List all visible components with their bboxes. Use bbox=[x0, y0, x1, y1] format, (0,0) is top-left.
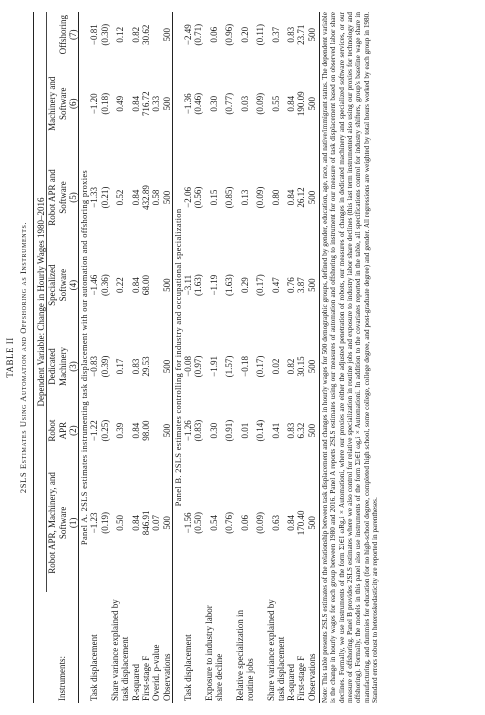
table-cell: 846.91 bbox=[140, 510, 151, 536]
table-cell: 500 bbox=[306, 97, 317, 111]
table-cell: (0.09) bbox=[255, 512, 266, 534]
table-cell: −0.18 bbox=[239, 356, 250, 377]
table-cell: 0.84 bbox=[130, 277, 141, 293]
table-cell: 6.32 bbox=[296, 422, 307, 439]
table-cell: 0.37 bbox=[270, 26, 281, 43]
row-label: Task displacement bbox=[183, 634, 194, 701]
column-header: Robot APR, Machinery, and Software (1) bbox=[47, 472, 78, 574]
table-cell: (0.76) bbox=[224, 512, 235, 534]
table-cell: 23.71 bbox=[296, 24, 307, 45]
table-cell: 0.47 bbox=[270, 277, 281, 293]
table-cell: −2.49 bbox=[183, 24, 194, 46]
table-cell bbox=[151, 245, 161, 326]
row-label bbox=[224, 592, 234, 703]
table-cell bbox=[151, 12, 161, 57]
table-cell: 0.84 bbox=[286, 95, 297, 112]
table-cell: 0.63 bbox=[270, 515, 281, 531]
table-cell: −1.22 bbox=[89, 420, 100, 442]
panel-a-title: Panel A. 2SLS estimates instrumenting task displacement with our automation and offshoring proxies bbox=[79, 169, 90, 546]
table-cell: 500 bbox=[161, 278, 172, 292]
table-cell: 0.82 bbox=[130, 26, 141, 43]
table-cell: 0.39 bbox=[115, 422, 126, 439]
table-cell: 0.84 bbox=[130, 515, 141, 531]
table-cell: (0.71) bbox=[193, 23, 204, 46]
table-cell: 0.29 bbox=[239, 277, 250, 293]
table-cell: (1.63) bbox=[193, 274, 204, 296]
row-label: Overid. p-value bbox=[151, 644, 162, 701]
table-cell: (0.85) bbox=[224, 186, 235, 209]
table-cell: −3.11 bbox=[183, 274, 194, 296]
table-cell: (0.30) bbox=[99, 23, 110, 46]
table-row bbox=[204, 12, 225, 703]
table-cell: (0.50) bbox=[193, 512, 204, 534]
table-cell: 0.55 bbox=[270, 95, 281, 112]
table-cell: 30.15 bbox=[296, 356, 307, 377]
table-cell: (0.46) bbox=[193, 92, 204, 115]
instruments-label: Instruments: bbox=[57, 656, 68, 701]
column-header: Machinery and Software (6) bbox=[47, 76, 78, 131]
column-header: Specialized Software (4) bbox=[47, 264, 78, 306]
table-cell: 0.12 bbox=[115, 26, 126, 43]
table-cell: 0.83 bbox=[130, 358, 141, 375]
row-label: First-stage F bbox=[296, 655, 307, 701]
table-row bbox=[286, 12, 296, 703]
table-row bbox=[131, 12, 141, 703]
row-label: Share variance explained by task displacement bbox=[110, 599, 131, 701]
table-cell: 0.84 bbox=[130, 422, 141, 439]
table-cell: 0.13 bbox=[239, 189, 250, 206]
table-cell: 0.52 bbox=[115, 189, 126, 206]
table-cell: 0.33 bbox=[151, 95, 162, 112]
table-cell: 0.30 bbox=[208, 422, 219, 439]
table-cell: 0.84 bbox=[286, 515, 297, 531]
table-cell: (0.56) bbox=[193, 186, 204, 209]
row-label bbox=[193, 592, 203, 703]
table-cell: 500 bbox=[306, 516, 317, 530]
table-cell: (0.19) bbox=[99, 512, 110, 534]
table-cell: 500 bbox=[161, 359, 172, 374]
table-cell bbox=[151, 407, 161, 453]
table-row bbox=[89, 12, 99, 703]
results-table bbox=[33, 12, 317, 703]
table-cell: (0.96) bbox=[224, 23, 235, 46]
table-cell: −1.33 bbox=[89, 187, 100, 208]
table-cell: 500 bbox=[161, 97, 172, 111]
table-cell: 0.03 bbox=[239, 95, 250, 112]
table-cell: 0.17 bbox=[115, 358, 126, 375]
table-cell: −1.36 bbox=[183, 93, 194, 115]
column-header: Dedicated Machinery (3) bbox=[47, 346, 78, 386]
table-cell: 0.76 bbox=[286, 277, 297, 293]
table-row bbox=[235, 12, 256, 703]
column-header: Robot APR and Software (5) bbox=[47, 169, 78, 226]
table-row bbox=[296, 12, 306, 703]
table-cell: 0.01 bbox=[239, 422, 250, 439]
table-row bbox=[141, 12, 151, 703]
table-cell: 0.54 bbox=[208, 515, 219, 531]
column-header-row bbox=[47, 12, 79, 703]
column-header: Robot APR (2) bbox=[47, 419, 78, 442]
table-title: TABLE II bbox=[5, 337, 15, 378]
table-cell: 0.84 bbox=[130, 189, 141, 206]
row-label: R-squared bbox=[286, 664, 297, 701]
table-cell: (0.36) bbox=[99, 274, 110, 296]
table-cell: 0.22 bbox=[115, 277, 126, 293]
table-cell: 500 bbox=[161, 190, 172, 205]
table-cell: 0.84 bbox=[130, 95, 141, 112]
table-cell: (0.14) bbox=[255, 419, 266, 442]
table-cell: −0.83 bbox=[89, 356, 100, 377]
table-cell: (0.25) bbox=[99, 419, 110, 442]
table-cell: −1.20 bbox=[89, 93, 100, 115]
table-cell: 0.82 bbox=[286, 358, 297, 375]
table-cell: −1.19 bbox=[208, 274, 219, 296]
table-cell: 0.06 bbox=[239, 515, 250, 531]
table-cell: (0.17) bbox=[255, 355, 266, 378]
table-cell: 0.84 bbox=[286, 189, 297, 206]
table-cell: −2.06 bbox=[183, 187, 194, 208]
table-cell: 500 bbox=[306, 190, 317, 205]
table-row bbox=[110, 12, 131, 703]
table-cell: −1.56 bbox=[183, 512, 194, 534]
table-cell: (0.97) bbox=[193, 355, 204, 378]
table-cell: 0.58 bbox=[151, 189, 162, 206]
table-cell: 68.00 bbox=[140, 274, 151, 296]
table-cell: 500 bbox=[306, 278, 317, 292]
table-note: Note: This table presents 2SLS estimates of the relationship between task displacement and changes in hourly wages for 500 demographic groups, defined by gender, education, age, race, and native/immigrant status. The dependent variable is the change in hourly wages for each group between 1980 and 2016. Panel A reports 2SLS estimates using our measures of automation and offshoring to instrument for our measure of task displacement based on observed labor share declines. Formally, we use instruments of the form Σi∈I ωRg,i × Automationi, where our proxies are either the adjusted penetration of robots, our measures of changes in dedicated machinery and specialized software services, or our measure of offshoring. Panel B provides 2SLS estimates where we also control for relative specialization in routine jobs and exposure to industry labor share declines (this last term instrumented also using our proxies for technology and offshoring). Formally, the models in this panel also use instruments of the form Σi∈I ωg,i × Automationi. In addition to the covariates reported in the table, all specifications control for industry shifters, group's baseline wage share in manufacturing, and dummies for education (for no high-school degree, completed high school, some college, college degree, and post-graduate degree) and gender. All regressions are weighted by total hours worked by each group in 1980. Standard errors robust to heteroskedasticity are reported in parentheses. bbox=[321, 12, 379, 703]
table-cell: 98.00 bbox=[140, 420, 151, 441]
table-row bbox=[193, 12, 203, 703]
table-cell: 0.15 bbox=[208, 189, 219, 206]
table-cell: 500 bbox=[161, 27, 172, 42]
table-row bbox=[151, 12, 161, 703]
table-cell: 190.09 bbox=[296, 91, 307, 117]
table-row bbox=[307, 12, 317, 703]
row-label: Observations bbox=[161, 653, 172, 701]
table-cell: 0.41 bbox=[270, 422, 281, 439]
row-label: Share variance explained by task displacement bbox=[265, 599, 286, 701]
table-cell: −1.23 bbox=[89, 512, 100, 534]
table-cell: (0.11) bbox=[255, 23, 266, 46]
table-cell: 500 bbox=[161, 516, 172, 530]
table-cell: (1.57) bbox=[224, 355, 235, 378]
table-cell: 500 bbox=[306, 359, 317, 374]
table-cell: 0.07 bbox=[151, 515, 162, 531]
table-cell: (0.09) bbox=[255, 186, 266, 209]
row-label: R-squared bbox=[130, 664, 141, 701]
table-cell: (0.18) bbox=[99, 92, 110, 115]
table-cell: 3.87 bbox=[296, 277, 307, 293]
panel-b-title: Panel B. 2SLS estimates controlling for industry and occupational specialization bbox=[172, 12, 183, 703]
table-row bbox=[100, 12, 110, 703]
table-cell: −1.46 bbox=[89, 274, 100, 296]
table-cell: 500 bbox=[306, 27, 317, 42]
row-label: Relative specialization in routine jobs bbox=[234, 610, 255, 701]
table-cell: 26.12 bbox=[296, 187, 307, 208]
table-cell: 0.20 bbox=[239, 26, 250, 43]
table-cell: 716.72 bbox=[140, 91, 151, 117]
table-row bbox=[266, 12, 287, 703]
dependent-variable-header: Dependent Variable: Change in Hourly Wages 1980–2016 bbox=[34, 12, 47, 592]
table-cell: (0.83) bbox=[193, 419, 204, 442]
table-cell: 0.30 bbox=[208, 95, 219, 112]
table-subtitle: 2SLS Estimates Using Automation and Offshoring as Instruments. bbox=[18, 221, 28, 494]
panel-a-body bbox=[79, 12, 173, 703]
table-cell: −1.91 bbox=[208, 356, 219, 377]
table-cell: (0.39) bbox=[99, 355, 110, 378]
table-cell: (1.63) bbox=[224, 274, 235, 296]
table-row bbox=[183, 12, 193, 703]
table-row bbox=[255, 12, 265, 703]
table-cell: 500 bbox=[306, 423, 317, 438]
row-label: First-stage F bbox=[140, 655, 151, 701]
table-cell: (0.91) bbox=[224, 419, 235, 442]
table-row bbox=[162, 12, 173, 703]
table-cell: −0.08 bbox=[183, 356, 194, 377]
table-cell: −0.81 bbox=[89, 24, 100, 46]
table-cell: 500 bbox=[161, 423, 172, 438]
table-cell: 0.02 bbox=[270, 358, 281, 375]
row-label bbox=[100, 592, 110, 703]
row-label bbox=[255, 592, 265, 703]
table-row bbox=[224, 12, 234, 703]
table-cell: −1.26 bbox=[183, 420, 194, 442]
panel-b-body bbox=[172, 12, 317, 703]
table-cell: (0.77) bbox=[224, 92, 235, 115]
table-cell bbox=[151, 325, 161, 407]
table-cell: (0.21) bbox=[99, 186, 110, 209]
table-cell: 0.50 bbox=[115, 515, 126, 531]
table-cell: 30.62 bbox=[140, 24, 151, 45]
table-cell: (0.09) bbox=[255, 92, 266, 115]
table-cell: 432.89 bbox=[140, 185, 151, 210]
row-label: Observations bbox=[306, 653, 317, 701]
row-label: Task displacement bbox=[89, 634, 100, 701]
table-cell: (0.17) bbox=[255, 274, 266, 296]
table-cell: 0.49 bbox=[115, 95, 126, 112]
table-cell: 0.83 bbox=[286, 422, 297, 439]
row-label: Exposure to industry labor share decline bbox=[203, 605, 225, 701]
table-cell: 29.53 bbox=[140, 356, 151, 377]
table-cell: 0.80 bbox=[270, 189, 281, 206]
table-cell: 0.83 bbox=[286, 26, 297, 43]
table-cell: 170.40 bbox=[296, 510, 307, 536]
table-cell: 0.06 bbox=[208, 26, 219, 43]
column-header: Offshoring (7) bbox=[57, 15, 78, 55]
